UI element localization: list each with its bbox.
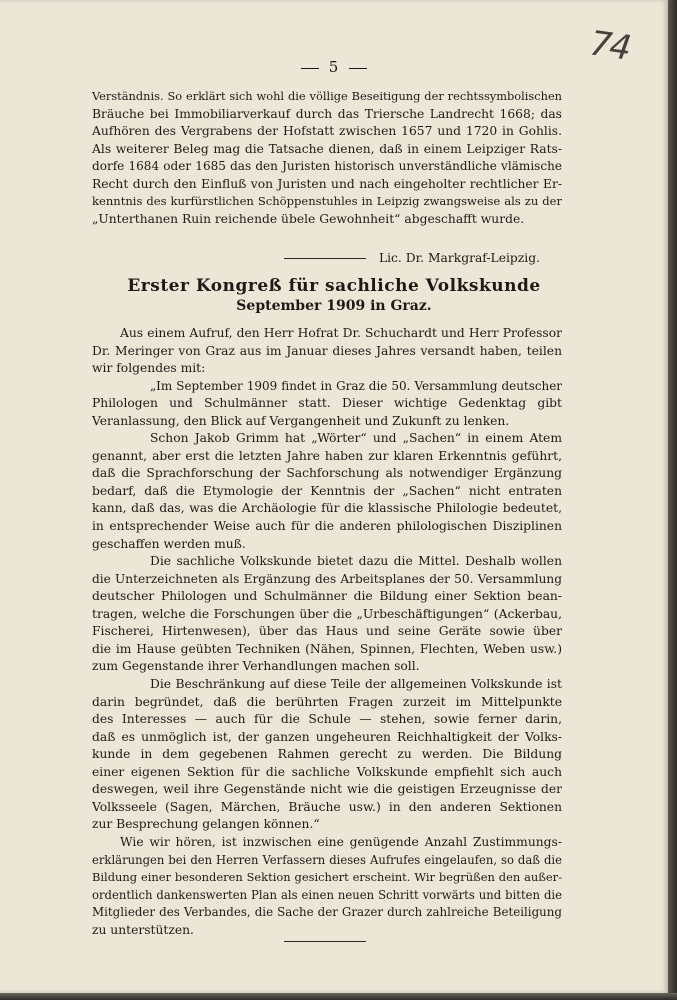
page-number-header xyxy=(0,58,668,76)
text-line: „Unterthanen Ruin reichende übele Gewohnheit“ abgeschafft wurde. xyxy=(92,211,525,226)
text-line: in entsprechender Weise auch für die anderen philologischen Disziplinen xyxy=(92,519,562,534)
text-line: dorfe 1684 oder 1685 das den Juristen historisch unverständliche vlämische xyxy=(92,159,562,174)
text-line: Philologen und Schulmänner statt. Dieser wichtige Gedenktag gibt xyxy=(92,396,562,411)
article-title: Erster Kongreß für sachliche Volkskunde xyxy=(127,276,541,296)
quote-paragraph-2 xyxy=(92,430,562,553)
text-line: deswegen, weil ihre Gegenstände nicht wie die geistigen Erzeugnisse der xyxy=(92,782,562,797)
text-line: Wie wir hören, ist inzwischen eine genügende Anzahl Zustimmungs- xyxy=(120,835,562,849)
text-line: einer eigenen Sektion für die sachliche Volkskunde empfiehlt sich auch xyxy=(92,764,562,779)
text-line: Die sachliche Volkskunde bietet dazu die Mittel. Deshalb wollen xyxy=(150,554,562,568)
text-line: zu unterstützen. xyxy=(92,922,194,937)
text-line: genannt, aber erst die letzten Jahre haben zur klaren Erkenntnis geführt, xyxy=(92,448,562,463)
text-line: Veranlassung, den Blick auf Vergangenheit und Zukunft zu lenken. xyxy=(92,413,510,428)
text-line: Die Beschränkung auf diese Teile der allgemeinen Volkskunde ist xyxy=(150,677,562,691)
text-line: kunde in dem gegebenen Rahmen gerecht zu werden. Die Bildung xyxy=(92,747,562,762)
text-line: Fischerei, Hirtenwesen), über das Haus und seine Geräte sowie über xyxy=(92,624,562,639)
text-line: „Im September 1909 findet in Graz die 50. Versammlung deutscher xyxy=(150,378,562,393)
text-line: wir folgendes mit: xyxy=(92,361,206,376)
text-line: erklärungen bei den Herren Verfassern dieses Aufrufes eingelaufen, so daß die xyxy=(92,852,562,867)
section-divider-top xyxy=(284,258,366,259)
text-line: die im Hause geübten Techniken (Nähen, Spinnen, Flechten, Weben usw.) xyxy=(92,641,562,656)
section-divider-bottom xyxy=(284,941,366,942)
page-edge-right xyxy=(668,0,677,1000)
article-intro xyxy=(92,325,562,378)
text-line: daß die Sprachforschung der Sachforschung als notwendiger Ergänzung xyxy=(92,466,562,481)
text-line: Aus einem Aufruf, den Herr Hofrat Dr. Schuchardt und Herr Professor xyxy=(120,326,562,340)
quote-paragraph-4 xyxy=(92,676,562,834)
author-signature: Lic. Dr. Markgraf-Leipzig. xyxy=(378,251,540,265)
closing-paragraph xyxy=(92,834,562,939)
text-line: Volksseele (Sagen, Märchen, Bräuche usw.) in den anderen Sektionen xyxy=(92,799,562,814)
page-number: 5 xyxy=(328,58,340,76)
text-line: darin begründet, daß die berührten Fragen zurzeit im Mittelpunkte xyxy=(92,694,562,709)
dash-left xyxy=(301,68,319,69)
text-line: kann, daß das, was die Archäologie für die klassische Philologie bedeutet, xyxy=(92,501,562,516)
page-edge-bottom xyxy=(0,993,677,1000)
text-line: bedarf, daß die Etymologie der Kenntnis der „Sachen“ nicht entraten xyxy=(92,483,562,498)
text-line: zum Gegenstande ihrer Verhandlungen machen soll. xyxy=(92,659,420,674)
quote-paragraph-3 xyxy=(92,553,562,676)
text-line: daß es unmöglich ist, der ganzen ungeheuren Reichhaltigkeit der Volks- xyxy=(92,729,562,744)
text-line: kenntnis des kurfürstlichen Schöppenstuhles in Leipzig zwangsweise als zu der xyxy=(92,194,562,209)
text-line: Bildung einer besonderen Sektion gesichert erscheint. Wir begrüßen den außer- xyxy=(92,870,562,885)
text-line: Recht durch den Einfluß von Juristen und nach eingeholter rechtlicher Er- xyxy=(92,176,562,191)
text-line: die Unterzeichneten als Ergänzung des Arbeitsplanes der 50. Versammlung xyxy=(92,571,562,586)
text-line: Mitglieder des Verbandes, die Sache der Grazer durch zahlreiche Beteiligung xyxy=(92,905,562,920)
text-line: Dr. Meringer von Graz aus im Januar dieses Jahres versandt haben, teilen xyxy=(92,343,562,358)
text-line: deutscher Philologen und Schulmänner die Bildung einer Sektion bean- xyxy=(92,589,562,604)
text-line: Bräuche bei Immobiliarverkauf durch das Triersche Landrecht 1668; das xyxy=(92,106,562,121)
text-line: des Interesses — auch für die Schule — stehen, sowie ferner darin, xyxy=(92,712,562,727)
article-subtitle: September 1909 in Graz. xyxy=(236,298,432,314)
text-line: Als weiterer Beleg mag die Tatsache dienen, daß in einem Leipziger Rats- xyxy=(92,141,562,156)
quote-paragraph-1 xyxy=(92,378,562,431)
text-line: geschaffen werden muß. xyxy=(92,536,246,551)
text-line: Schon Jakob Grimm hat „Wörter“ und „Sachen“ in einem Atem xyxy=(150,431,562,446)
text-line: Verständnis. So erklärt sich wohl die völlige Beseitigung der rechtssymbolischen xyxy=(92,89,562,103)
archive-mark: 74 xyxy=(587,23,632,69)
text-line: zur Besprechung gelangen können.“ xyxy=(92,817,320,832)
text-line: tragen, welche die Forschungen über die „Urbeschäftigungen“ (Ackerbau, xyxy=(92,606,562,621)
text-line: Aufhören des Vergrabens der Hofstatt zwischen 1657 und 1720 in Gohlis. xyxy=(92,124,562,139)
preceding-article-text xyxy=(92,88,562,228)
text-line: ordentlich dankenswerten Plan als einen neuen Schritt vorwärts und bitten die xyxy=(92,887,562,902)
dash-right xyxy=(349,68,367,69)
